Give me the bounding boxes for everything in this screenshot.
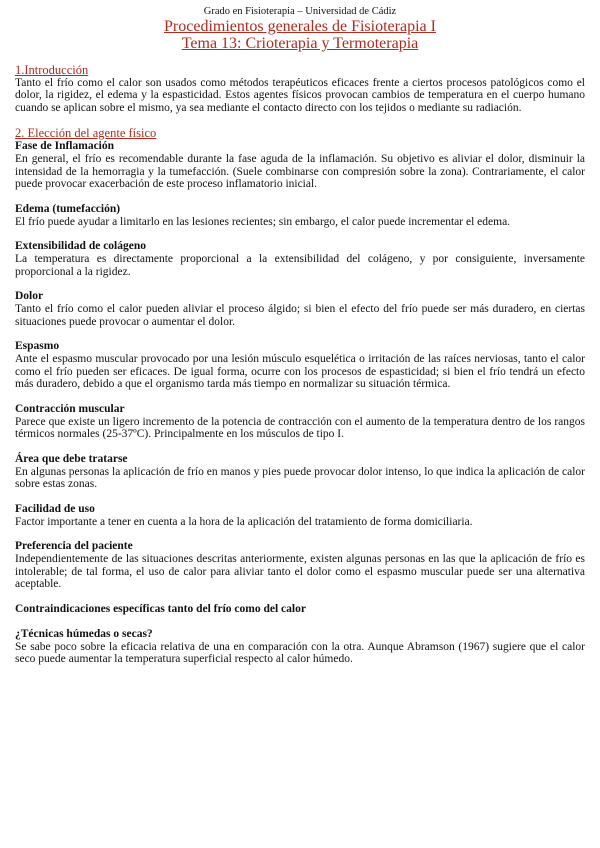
course-line: Grado en Fisioterapia – Universidad de Cádiz xyxy=(203,6,397,17)
item-contraction xyxy=(15,403,585,441)
intro-section xyxy=(15,63,585,115)
item-title: Fase de Inflamación xyxy=(15,140,115,153)
item-ease-of-use xyxy=(15,503,585,529)
item-title: ¿Técnicas húmedas o secas? xyxy=(15,627,153,640)
item-title: Facilidad de uso xyxy=(15,502,95,515)
intro-heading: 1.Introducción xyxy=(15,62,89,77)
document-header xyxy=(15,6,585,53)
item-text: En algunas personas la aplicación de frío en manos y pies puede provocar dolor intenso, lo que indica la aplicación de calor sobre estas zonas. xyxy=(15,465,585,491)
contraindications-block xyxy=(15,603,585,616)
item-wet-or-dry xyxy=(15,628,585,666)
item-inflammation xyxy=(15,140,585,191)
item-text: Tanto el frío como el calor pueden aliviar el proceso álgido; si bien el efecto del frío puede ser más duradero, en ciertas situaciones puede provocar o aumentar el dolor. xyxy=(15,303,585,328)
item-title: Preferencia del paciente xyxy=(15,540,133,553)
contraindications-heading: Contraindicaciones específicas tanto del frío como del calor xyxy=(15,602,306,615)
item-collagen xyxy=(15,240,585,278)
document-title-line-2: Tema 13: Crioterapia y Termoterapia xyxy=(181,34,419,52)
item-text: El frío puede ayudar a limitarlo en las lesiones recientes; sin embargo, el calor puede incrementar el edema. xyxy=(15,215,511,228)
item-text: Se sabe poco sobre la eficacia relativa de una en comparación con la otra. Aunque Abramson (1967) sugiere que el calor seco puede aumentar la temperatura superficial respecto al calor húmedo. xyxy=(15,640,585,666)
item-title: Contracción muscular xyxy=(15,402,125,415)
item-text: Independientemente de las situaciones descritas anteriormente, existen algunas personas en las que la aplicación de frío es intolerable; de tal forma, el uso de calor para aliviar tanto el dolor como el espasmo muscular puede ser una alternativa aceptable. xyxy=(15,553,585,591)
agent-choice-section xyxy=(15,126,585,666)
item-patient-preference xyxy=(15,540,585,591)
document-title-line-1: Procedimientos generales de Fisioterapia I xyxy=(164,18,436,36)
intro-paragraph: Tanto el frío como el calor son usados como métodos terapéuticos eficaces frente a ciertos procesos patológicos como el dolor, la rigidez, el edema y la espasticidad. Estos agentes físicos provocan cambios de temperatura en el cuerpo humano cuando se aplican sobre el mismo, ya sea mediante el contacto directo con los tejidos o mediante su radiación. xyxy=(15,76,585,114)
item-title: Edema (tumefacción) xyxy=(15,202,121,215)
item-title: Área que debe tratarse xyxy=(15,452,128,465)
item-text: En general, el frío es recomendable durante la fase aguda de la inflamación. Su objetivo es aliviar el dolor, disminuir la intensidad de la hemorragia y la tumefacción. (Suele combinarse con compresión sobre la zona). Contrariamente, el calor puede provocar exacerbación de este proceso inflamatorio inicial. xyxy=(15,153,585,191)
item-area xyxy=(15,453,585,491)
agent-choice-heading: 2. Elección del agente físico xyxy=(15,126,157,141)
item-text: Factor importante a tener en cuenta a la hora de la aplicación del tratamiento de forma domiciliaria. xyxy=(15,515,473,528)
item-title: Extensibilidad de colágeno xyxy=(15,240,146,253)
item-pain xyxy=(15,290,585,328)
item-title: Espasmo xyxy=(15,340,60,353)
item-text: Parece que existe un ligero incremento de la potencia de contracción con el aumento de la temperatura dentro de los rangos térmicos normales (25-37ºC). Principalmente en los músculos de tipo I. xyxy=(15,415,585,441)
item-title: Dolor xyxy=(15,290,44,303)
item-text: Ante el espasmo muscular provocado por una lesión músculo esquelética o irritación de las raíces nerviosas, tanto el calor como el frío pueden ser eficaces. De igual forma, ocurre con los procesos de espasticidad; si bien el frío tendrá un efecto más duradero, debido a que el organismo tarda más tiempo en normalizar su situación térmica. xyxy=(15,353,585,391)
item-spasm xyxy=(15,340,585,391)
item-text: La temperatura es directamente proporcional a la extensibilidad del colágeno, y por consiguiente, inversamente proporcional a la rigidez. xyxy=(15,253,585,278)
item-edema xyxy=(15,203,585,229)
